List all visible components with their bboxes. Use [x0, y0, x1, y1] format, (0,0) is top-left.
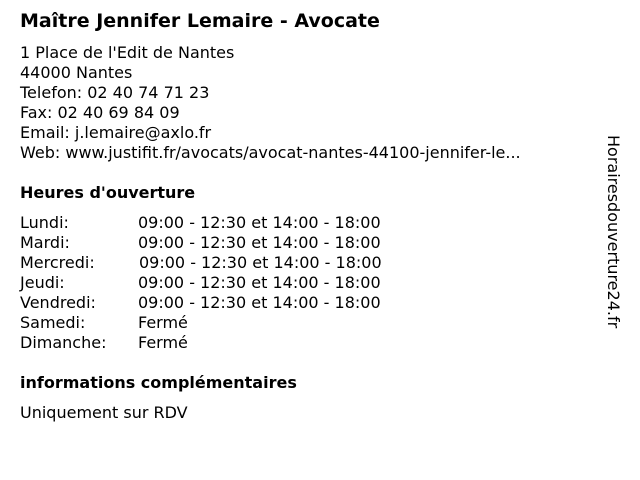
city-postal: 44000 Nantes	[20, 63, 133, 82]
additional-info-heading: informations complémentaires	[20, 373, 297, 392]
hours-row	[20, 233, 440, 253]
brand-watermark: Horairesdouverture24.fr	[604, 135, 623, 329]
opening-hours-table	[20, 213, 440, 353]
additional-info-text: Uniquement sur RDV	[20, 403, 188, 422]
hours-row	[20, 213, 440, 233]
hours-row	[20, 293, 440, 313]
day-label: Mercredi:	[20, 253, 95, 272]
time-value: 09:00 - 12:30 et 14:00 - 18:00	[139, 253, 382, 272]
time-value: Fermé	[138, 313, 188, 332]
email-address[interactable]: Email: j.lemaire@axlo.fr	[20, 123, 212, 142]
page-title: Maître Jennifer Lemaire - Avocate	[20, 10, 380, 32]
hours-row	[20, 253, 440, 273]
time-value: 09:00 - 12:30 et 14:00 - 18:00	[138, 293, 381, 312]
time-value: 09:00 - 12:30 et 14:00 - 18:00	[138, 213, 381, 232]
address-block	[20, 43, 521, 163]
fax-number: Fax: 02 40 69 84 09	[20, 103, 180, 122]
time-value: 09:00 - 12:30 et 14:00 - 18:00	[138, 233, 381, 252]
day-label: Jeudi:	[20, 273, 65, 292]
hours-row	[20, 273, 440, 293]
street-address: 1 Place de l'Edit de Nantes	[20, 43, 235, 62]
hours-row	[20, 333, 440, 353]
day-label: Vendredi:	[20, 293, 96, 312]
opening-hours-heading: Heures d'ouverture	[20, 183, 196, 202]
time-value: 09:00 - 12:30 et 14:00 - 18:00	[138, 273, 381, 292]
day-label: Samedi:	[20, 313, 86, 332]
time-value: Fermé	[138, 333, 188, 352]
day-label: Dimanche:	[20, 333, 107, 352]
day-label: Mardi:	[20, 233, 70, 252]
hours-row	[20, 313, 440, 333]
phone-number[interactable]: Telefon: 02 40 74 71 23	[20, 83, 210, 102]
website-link[interactable]: Web: www.justifit.fr/avocats/avocat-nantes-44100-jennifer-le...	[20, 143, 521, 162]
day-label: Lundi:	[20, 213, 69, 232]
